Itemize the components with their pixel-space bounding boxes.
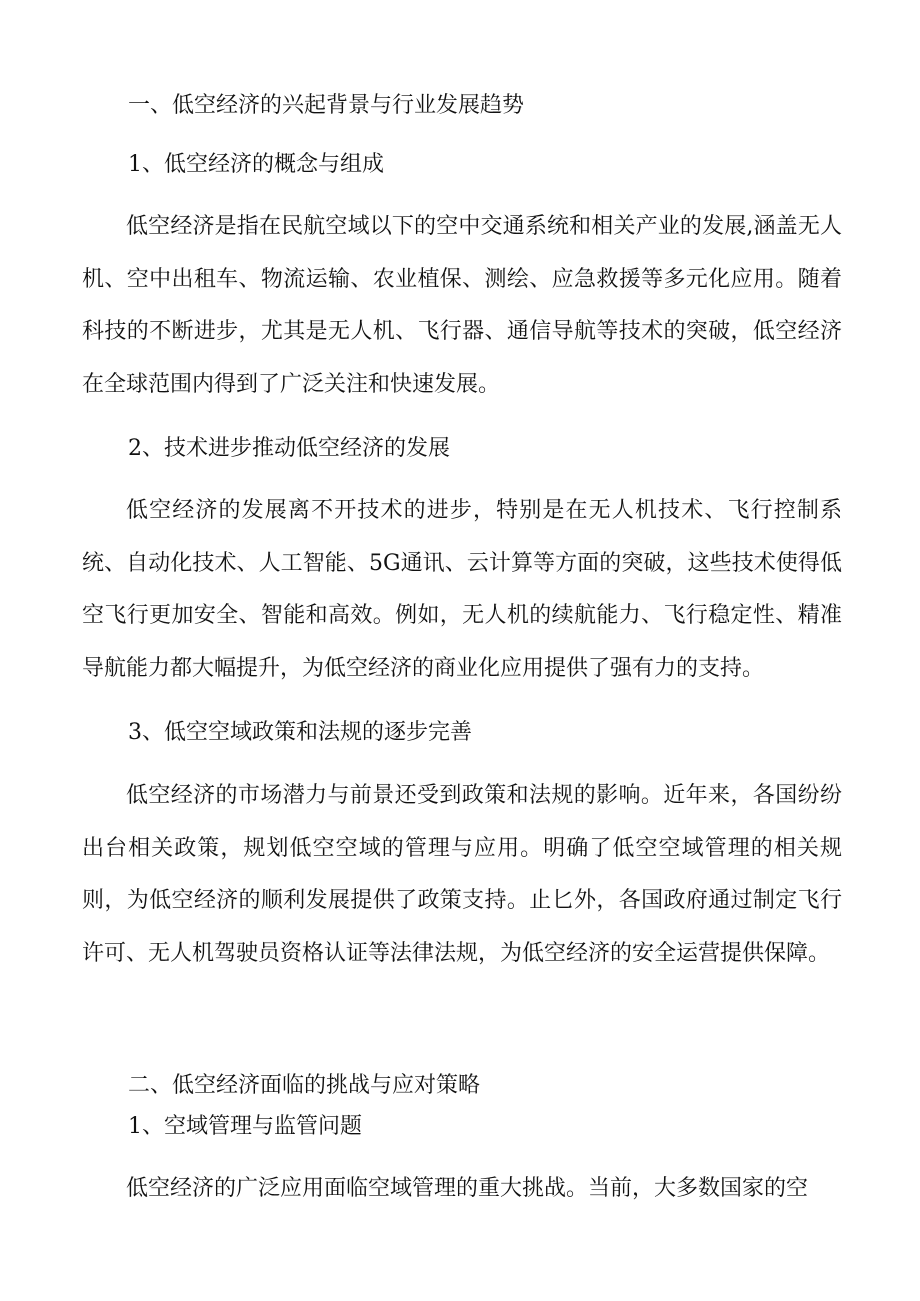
subsection-1-1-paragraph: 低空经济是指在民航空域以下的空中交通系统和相关产业的发展,涵盖无人机、空中出租车、物流运输、农业植保、测绘、应急救援等多元化应用。随着科技的不断进步，尤其是无人机、飞行器、通信导航等技术的突破，低空经济在全球范围内得到了广泛关注和快速发展。 [82, 214, 842, 397]
section-2-heading: 二、低空经济面临的挑战与应对策略 [128, 1073, 481, 1098]
subsection-1-1-heading: 1、低空经济的概念与组成 [128, 152, 384, 177]
subsection-1-2-paragraph: 低空经济的发展离不开技术的进步，特别是在无人机技术、飞行控制系统、自动化技术、人工智能、5G通讯、云计算等方面的突破，这些技术使得低空飞行更加安全、智能和高效。例如，无人机的续航能力、飞行稳定性、精准导航能力都大幅提升，为低空经济的商业化应用提供了强有力的支持。 [82, 498, 842, 681]
subsection-1-2-heading: 2、技术进步推动低空经济的发展 [128, 436, 450, 461]
section-1-heading: 一、低空经济的兴起背景与行业发展趋势 [128, 93, 525, 118]
subsection-2-1-paragraph: 低空经济的广泛应用面临空域管理的重大挑战。当前，大多数国家的空 [126, 1176, 809, 1201]
subsection-1-3-paragraph: 低空经济的市场潜力与前景还受到政策和法规的影响。近年来，各国纷纷出台相关政策，规划低空空域的管理与应用。明确了低空空域管理的相关规则，为低空经济的顺利发展提供了政策支持。止匕外，各国政府通过制定飞行许可、无人机驾驶员资格认证等法律法规，为低空经济的安全运营提供保障。 [82, 783, 842, 966]
subsection-1-3-heading: 3、低空空域政策和法规的逐步完善 [128, 720, 472, 745]
subsection-2-1-heading: 1、空域管理与监管问题 [128, 1114, 362, 1139]
